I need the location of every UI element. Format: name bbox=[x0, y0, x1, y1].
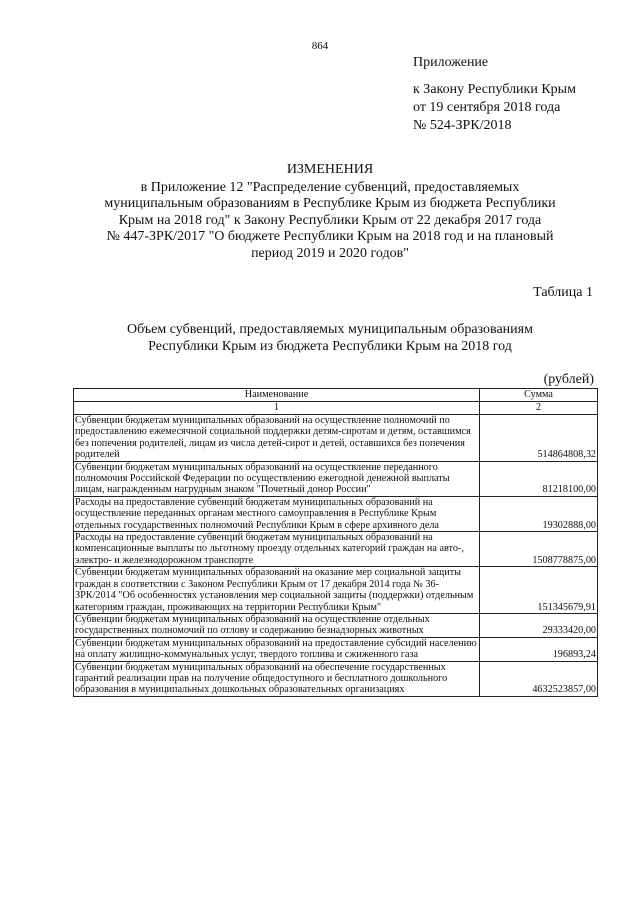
appendix-number: № 524-ЗРК/2018 bbox=[413, 118, 512, 133]
table-row bbox=[74, 415, 598, 462]
changes-title: ИЗМЕНЕНИЯ bbox=[286, 162, 374, 177]
changes-line: муниципальным образованиям в Республике Крым из бюджета Республики bbox=[104, 196, 556, 211]
row-amount: 151345679,91 bbox=[480, 567, 598, 614]
table-row bbox=[74, 461, 598, 496]
table-row bbox=[74, 661, 598, 696]
appendix-header bbox=[413, 54, 576, 135]
row-amount: 29333420,00 bbox=[480, 613, 598, 637]
header-name: Наименование bbox=[74, 389, 480, 402]
changes-heading bbox=[60, 162, 600, 262]
row-name: Субвенции бюджетам муниципальных образований на осуществление переданного полномочия Российской Федерации по осуществлению ежегодной денежной выплаты лицам, награжденным нагрудным знаком "Почетный донор России" bbox=[74, 461, 480, 496]
column-number: 1 bbox=[74, 402, 480, 415]
appendix-title: Приложение bbox=[413, 55, 489, 70]
table-row bbox=[74, 613, 598, 637]
row-name: Расходы на предоставление субвенций бюджетам муниципальных образований на осуществление переданных органам местного самоуправления в Республике Крым отдельных государственных полномочий Республики Крым в сфере архивного дела bbox=[74, 496, 480, 531]
changes-line: Крым на 2018 год" к Закону Республики Крым от 22 декабря 2017 года bbox=[118, 212, 542, 228]
appendix-law: к Закону Республики Крым bbox=[413, 82, 576, 97]
row-name: Субвенции бюджетам муниципальных образований на осуществление отдельных государственных полномочий по отлову и содержанию безнадзорных животных bbox=[74, 613, 480, 637]
column-number: 2 bbox=[480, 402, 598, 415]
page-number: 864 bbox=[311, 40, 329, 52]
table-row bbox=[74, 496, 598, 531]
row-amount: 1508778875,00 bbox=[480, 532, 598, 567]
row-amount: 19302888,00 bbox=[480, 496, 598, 531]
changes-line: в Приложение 12 "Распределение субвенций, предоставляемых bbox=[140, 179, 520, 195]
volume-title bbox=[40, 321, 620, 355]
volume-title-line: Республики Крым из бюджета Республики Крым на 2018 год bbox=[148, 339, 512, 354]
changes-line: № 447-ЗРК/2017 "О бюджете Республики Крым на 2018 год и на плановый bbox=[106, 229, 554, 244]
row-name: Субвенции бюджетам муниципальных образований на осуществление полномочий по предоставлению ежемесячной социальной поддержки детям-сиротам и детям, оставшимся без попечения родителей, лицам из числа детей-сирот и детей, оставшихся без попечения родителей bbox=[74, 415, 480, 462]
row-name: Субвенции бюджетам муниципальных образований на предоставление субсидий населению на оплату жилищно-коммунальных услуг, твердого топлива и сжиженного газа bbox=[74, 637, 480, 661]
units-label: (рублей) bbox=[543, 372, 594, 387]
row-name: Субвенции бюджетам муниципальных образований на обеспечение государственных гарантий реализации прав на получение общедоступного и бесплатного дошкольного образования в муниципальных дошкольных образовательных организациях bbox=[74, 661, 480, 696]
appendix-date: от 19 сентября 2018 года bbox=[413, 100, 561, 115]
row-amount: 81218100,00 bbox=[480, 461, 598, 496]
row-amount: 196893,24 bbox=[480, 637, 598, 661]
changes-line: период 2019 и 2020 годов" bbox=[251, 245, 409, 261]
table-header-row bbox=[74, 389, 598, 402]
table-row bbox=[74, 532, 598, 567]
header-amount: Сумма bbox=[480, 389, 598, 402]
table-row bbox=[74, 637, 598, 661]
table-row bbox=[74, 567, 598, 614]
volume-title-line: Объем субвенций, предоставляемых муниципальным образованиям bbox=[127, 322, 533, 337]
table-number-row bbox=[74, 402, 598, 415]
table-label: Таблица 1 bbox=[533, 285, 593, 300]
row-name: Субвенции бюджетам муниципальных образований на оказание мер социальной защиты граждан в соответствии с Законом Республики Крым от 17 декабря 2014 года № 36-ЗРК/2014 "Об особенностях установления мер социальной защиты (поддержки) отдельным категориям граждан, проживающих на территории Республики Крым" bbox=[74, 567, 480, 614]
row-amount: 4632523857,00 bbox=[480, 661, 598, 696]
row-amount: 514864808,32 bbox=[480, 415, 598, 462]
row-name: Расходы на предоставление субвенций бюджетам муниципальных образований на компенсационные выплаты по льготному проезду отдельных категорий граждан на авто-, электро- и железнодорожном транспорте bbox=[74, 532, 480, 567]
subventions-table bbox=[73, 388, 598, 697]
